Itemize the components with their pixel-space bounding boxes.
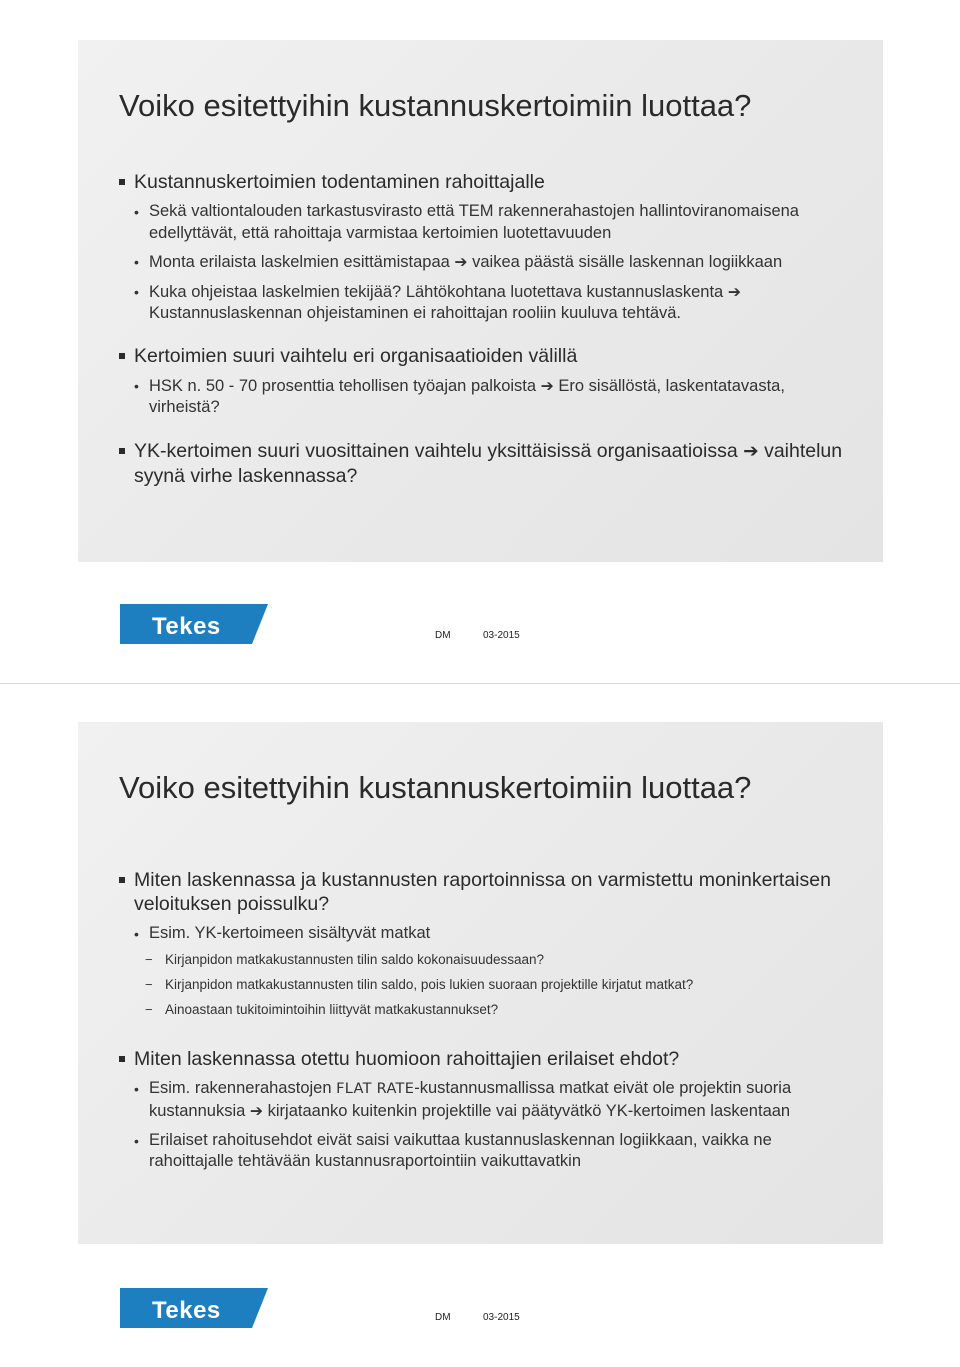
footer-date: 03-2015 [483,1312,520,1323]
sub-bullet-item: • Esim. YK-kertoimeen sisältyvät matkat [118,923,859,945]
slide-content [118,170,859,488]
sub-bullet-item: • HSK n. 50 - 70 prosenttia tehollisen työajan palkoista ➔ Ero sisällöstä, laskentatavasta, virheistä? [134,375,785,416]
svg-text:Tekes: Tekes [152,1297,221,1324]
arrow-right-icon: ➔ [540,375,554,395]
sub-bullet-item: • Erilaiset rahoitusehdot eivät saisi vaikuttaa kustannuslaskennan logiikkaan, vaikka ne rahoittajalle tehtävään kustannusraportointiin vaikuttavatkin [134,1130,772,1170]
square-bullet-icon [119,877,125,883]
footer-author: DM [435,1312,451,1323]
bullet-item: Kustannuskertoimien todentaminen rahoittajalle [118,170,859,194]
footer-date: 03-2015 [483,630,520,641]
bullet-item: Miten laskennassa ja kustannusten raportoinnissa on varmistettu moninkertaisen veloituksen poissulku? [118,868,859,916]
dot-bullet-icon: • [134,926,139,942]
svg-text:Tekes: Tekes [152,613,221,640]
dot-bullet-icon: • [134,204,139,220]
sub-bullet-item: • Esim. rakennerahastojen FLAT RATE-kustannusmallissa matkat eivät ole projektin suoria kustannuksia ➔ kirjataanko kuitenkin projektille vai päätyvätkö YK-kertoimen laskentaan [134,1078,792,1120]
tekes-logo [120,1288,268,1328]
page-1 [0,0,960,683]
sub-sub-bullet-item: − Ainoastaan tukitoimintoihin liittyvät matkakustannukset? [145,1001,499,1017]
slide-1 [78,40,883,562]
page-2 [0,684,960,1367]
arrow-right-icon: ➔ [249,1101,264,1120]
dash-bullet-icon: − [145,1001,153,1017]
dot-bullet-icon: • [134,254,139,270]
sub-bullet-item: • Sekä valtiontalouden tarkastusvirasto että TEM rakennerahastojen hallintoviranomaisena edellyttävät, että rahoittaja varmistaa kertoimien luotettavuuden [134,202,799,242]
dot-bullet-icon: • [134,377,139,394]
bullet-item: YK-kertoimen suuri vuosittainen vaihtelu yksittäisissä organisaatioissa ➔ vaihtelun syynä virhe laskennassa? [118,439,859,488]
bullet-item: Miten laskennassa otettu huomioon rahoittajien erilaiset ehdot? [118,1047,859,1071]
dash-bullet-icon: − [145,951,153,967]
dash-bullet-icon: − [145,976,153,992]
square-bullet-icon [119,353,125,359]
square-bullet-icon [119,448,125,454]
sub-sub-bullet-item: − Kirjanpidon matkakustannusten tilin saldo kokonaisuudessaan? [145,951,544,967]
slide-content [118,868,859,1173]
slide-2 [78,722,883,1244]
slide-title: Voiko esitettyihin kustannuskertoimiin luottaa? [119,88,752,123]
dot-bullet-icon: • [134,1080,139,1097]
footer-author: DM [435,630,451,641]
dot-bullet-icon: • [134,1132,139,1149]
sub-bullet-item: • Monta erilaista laskelmien esittämistapaa ➔ vaikea päästä sisälle laskennan logiikkaan [118,251,859,274]
bullet-item: Kertoimien suuri vaihtelu eri organisaatioiden välillä [118,344,859,368]
slide-title: Voiko esitettyihin kustannuskertoimiin luottaa? [119,770,752,805]
tekes-logo [120,604,268,644]
sub-sub-bullet-item: − Kirjanpidon matkakustannusten tilin saldo, pois lukien suoraan projektille kirjatut matkat? [145,976,694,992]
square-bullet-icon [119,179,125,185]
square-bullet-icon [119,1056,125,1062]
arrow-right-icon: ➔ [743,440,759,462]
dot-bullet-icon: • [134,283,139,300]
arrow-right-icon: ➔ [727,281,741,301]
arrow-right-icon: ➔ [454,252,468,271]
sub-bullet-item: • Kuka ohjeistaa laskelmien tekijää? Lähtökohtana luotettava kustannuslaskenta ➔ Kustannuslaskennan ohjeistaminen ei rahoittajan rooliin kuuluva tehtävä. [134,281,741,322]
